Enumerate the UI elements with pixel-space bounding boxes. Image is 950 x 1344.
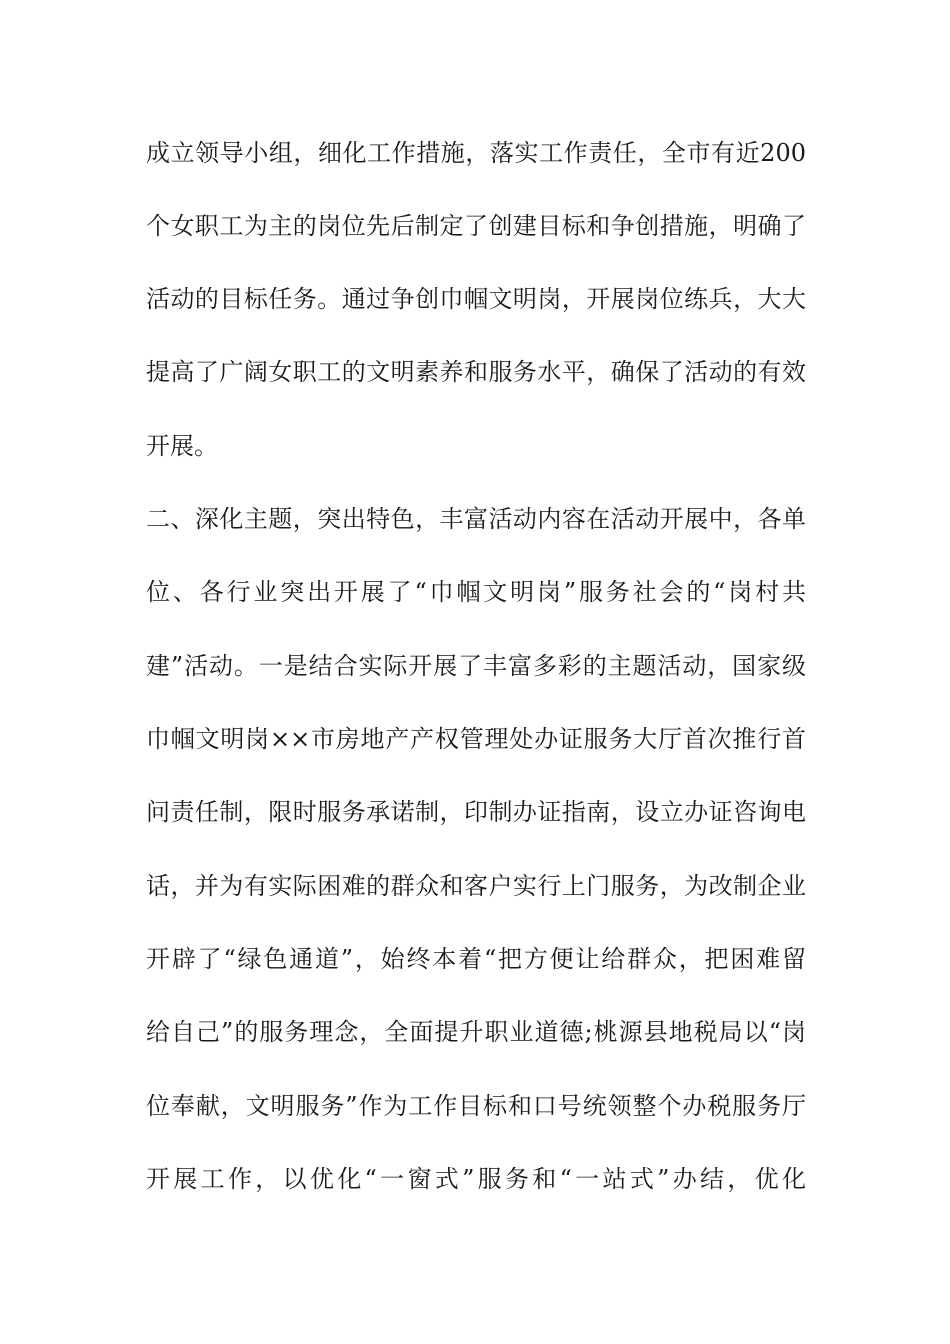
text-line: 开展工作，以优化“一窗式”服务和“一站式”办结，优化 (146, 1165, 806, 1193)
text-line: 位奉献，文明服务”作为工作目标和口号统领整个办税服务厅 (146, 1092, 806, 1120)
text-line: 巾帼文明岗××市房地产产权管理处办证服务大厅首次推行首 (146, 725, 806, 753)
text-line: 给自己”的服务理念，全面提升职业道德;桃源县地税局以“岗 (146, 1018, 806, 1046)
text-line: 话，并为有实际困难的群众和客户实行上门服务，为改制企业 (146, 872, 806, 900)
text-line: 活动的目标任务。通过争创巾帼文明岗，开展岗位练兵，大大 (146, 285, 806, 313)
text-line: 建”活动。一是结合实际开展了丰富多彩的主题活动，国家级 (146, 652, 806, 680)
text-line: 问责任制，限时服务承诺制，印制办证指南，设立办证咨询电 (146, 798, 806, 826)
text-line: 提高了广阔女职工的文明素养和服务水平，确保了活动的有效 (146, 358, 806, 386)
text-line: 个女职工为主的岗位先后制定了创建目标和争创措施，明确了 (146, 212, 806, 240)
text-line: 位、各行业突出开展了“巾帼文明岗”服务社会的“岗村共 (146, 578, 806, 606)
text-line: 成立领导小组，细化工作措施，落实工作责任，全市有近200 (146, 139, 806, 167)
text-line: 开展。 (146, 432, 218, 460)
text-line: 开辟了“绿色通道”，始终本着“把方便让给群众，把困难留 (146, 945, 806, 973)
section-heading-line: 二、深化主题，突出特色，丰富活动内容在活动开展中，各单 (146, 505, 806, 533)
